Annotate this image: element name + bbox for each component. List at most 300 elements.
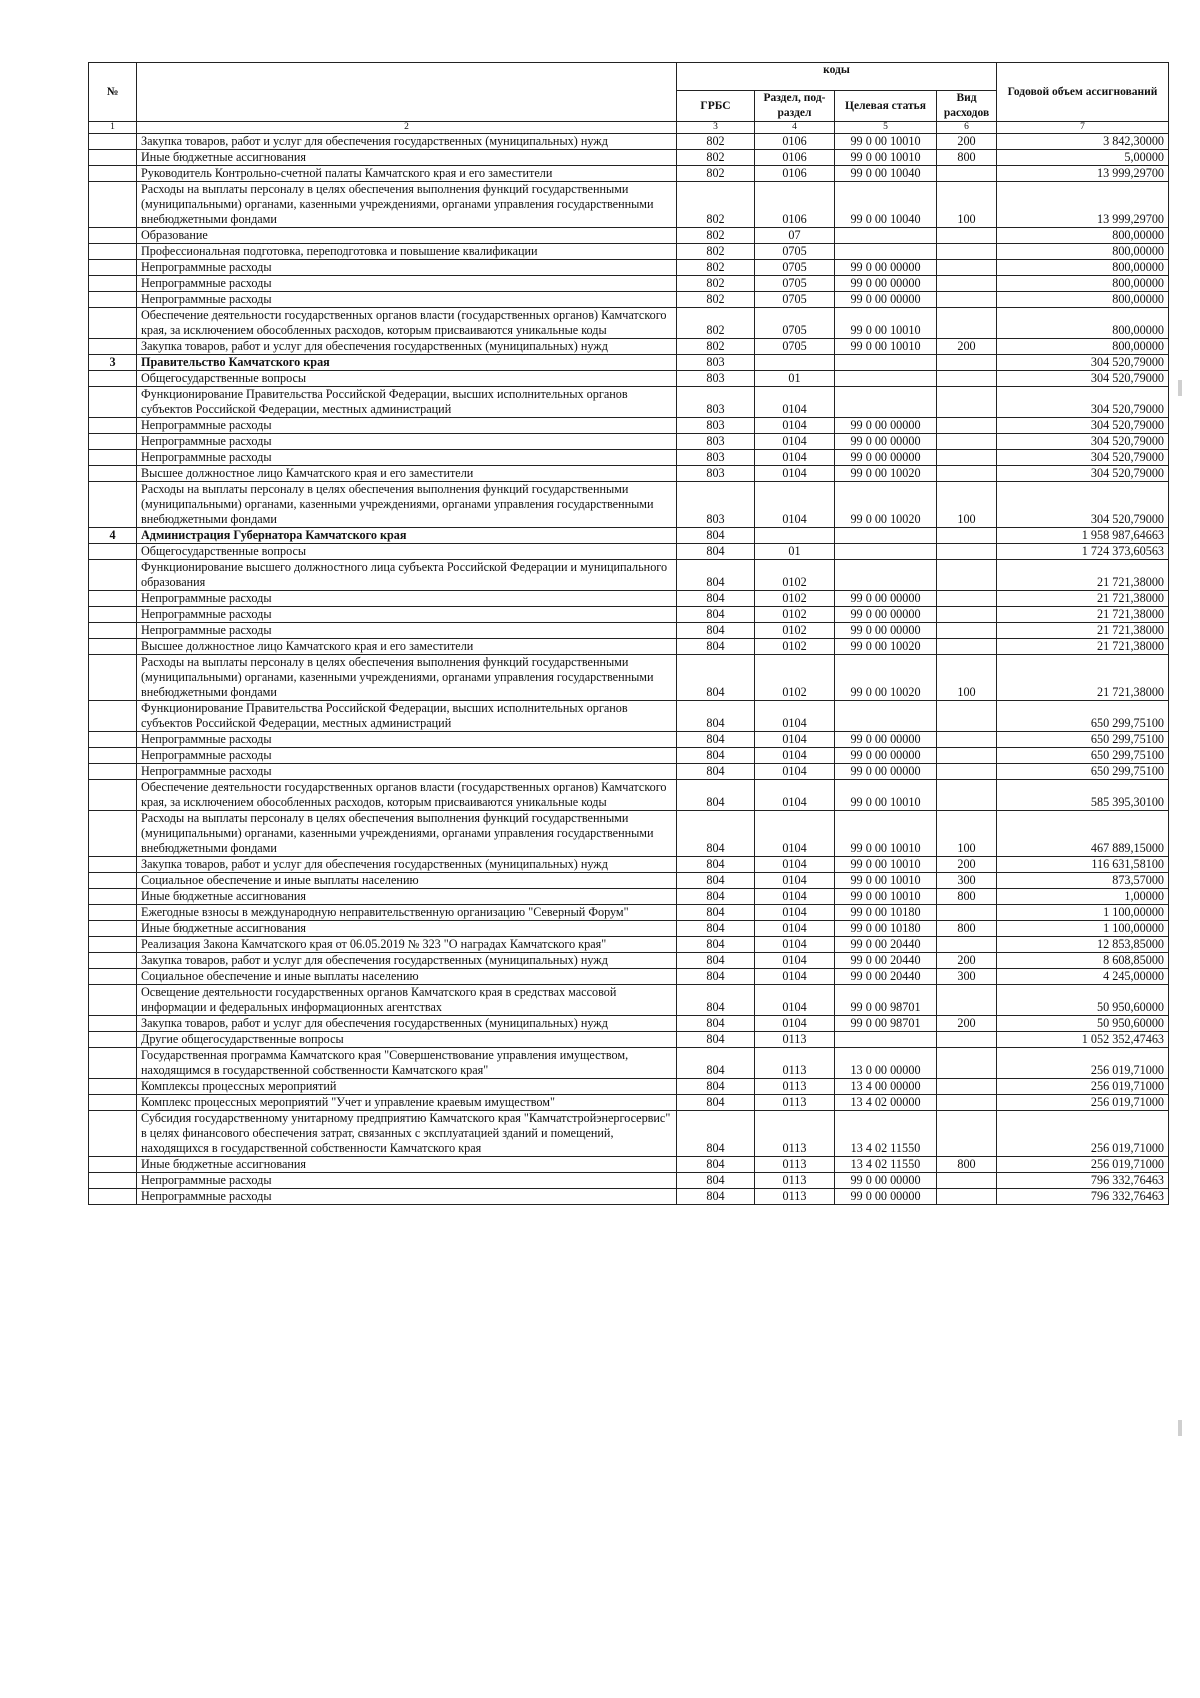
row-grbs: 804 — [677, 732, 755, 748]
column-index: 4 — [755, 122, 835, 134]
row-grbs: 804 — [677, 857, 755, 873]
row-kind — [937, 371, 997, 387]
table-row — [89, 276, 1169, 292]
row-grbs: 802 — [677, 339, 755, 355]
row-num — [89, 591, 137, 607]
row-kind: 200 — [937, 953, 997, 969]
table-row — [89, 371, 1169, 387]
row-grbs: 802 — [677, 166, 755, 182]
row-target: 99 0 00 20440 — [835, 937, 937, 953]
header-annual: Годовой объем ассигнований — [997, 63, 1169, 122]
row-name: Иные бюджетные ассигнования — [137, 921, 677, 937]
row-kind: 800 — [937, 1157, 997, 1173]
row-grbs: 803 — [677, 450, 755, 466]
row-grbs: 802 — [677, 260, 755, 276]
table-row — [89, 969, 1169, 985]
row-name: Образование — [137, 228, 677, 244]
table-row — [89, 607, 1169, 623]
row-name: Высшее должностное лицо Камчатского края и его заместители — [137, 466, 677, 482]
row-kind — [937, 623, 997, 639]
row-name: Непрограммные расходы — [137, 260, 677, 276]
row-name: Другие общегосударственные вопросы — [137, 1032, 677, 1048]
row-kind: 100 — [937, 182, 997, 228]
header-target: Целевая статья — [835, 91, 937, 122]
table-row — [89, 857, 1169, 873]
row-num — [89, 450, 137, 466]
row-sum: 304 520,79000 — [997, 355, 1169, 371]
row-num — [89, 150, 137, 166]
row-kind — [937, 607, 997, 623]
row-sum: 4 245,00000 — [997, 969, 1169, 985]
table-row — [89, 482, 1169, 528]
row-grbs: 804 — [677, 655, 755, 701]
row-grbs: 804 — [677, 748, 755, 764]
row-num: 3 — [89, 355, 137, 371]
row-sum: 21 721,38000 — [997, 560, 1169, 591]
row-num — [89, 905, 137, 921]
row-sum: 304 520,79000 — [997, 418, 1169, 434]
row-kind — [937, 228, 997, 244]
budget-table-page — [88, 62, 1168, 1205]
row-grbs: 802 — [677, 134, 755, 150]
row-num — [89, 1157, 137, 1173]
row-num — [89, 371, 137, 387]
header-kind: Вид расходов — [937, 91, 997, 122]
row-num — [89, 544, 137, 560]
row-target: 99 0 00 00000 — [835, 450, 937, 466]
row-target: 99 0 00 10040 — [835, 166, 937, 182]
row-sum: 256 019,71000 — [997, 1111, 1169, 1157]
row-section: 0106 — [755, 134, 835, 150]
row-section: 0113 — [755, 1032, 835, 1048]
row-name: Иные бюджетные ассигнования — [137, 150, 677, 166]
row-name: Закупка товаров, работ и услуг для обеспечения государственных (муниципальных) нужд — [137, 339, 677, 355]
row-name: Непрограммные расходы — [137, 1189, 677, 1205]
row-num — [89, 228, 137, 244]
row-section: 0113 — [755, 1189, 835, 1205]
row-num — [89, 873, 137, 889]
row-sum: 796 332,76463 — [997, 1173, 1169, 1189]
row-kind — [937, 985, 997, 1016]
row-kind — [937, 418, 997, 434]
row-num — [89, 308, 137, 339]
table-row — [89, 1048, 1169, 1079]
row-grbs: 802 — [677, 182, 755, 228]
row-section: 0104 — [755, 466, 835, 482]
row-section: 07 — [755, 228, 835, 244]
row-num — [89, 1016, 137, 1032]
row-sum: 256 019,71000 — [997, 1095, 1169, 1111]
row-section: 0104 — [755, 921, 835, 937]
row-grbs: 804 — [677, 905, 755, 921]
table-row — [89, 1016, 1169, 1032]
row-num — [89, 387, 137, 418]
column-index: 6 — [937, 122, 997, 134]
row-target: 99 0 00 10010 — [835, 308, 937, 339]
row-target: 99 0 00 00000 — [835, 276, 937, 292]
row-section: 0102 — [755, 591, 835, 607]
row-kind: 200 — [937, 339, 997, 355]
row-num — [89, 921, 137, 937]
row-name: Руководитель Контрольно-счетной палаты Камчатского края и его заместители — [137, 166, 677, 182]
header-codes: коды — [677, 63, 997, 91]
row-sum: 13 999,29700 — [997, 166, 1169, 182]
row-sum: 50 950,60000 — [997, 985, 1169, 1016]
table-row — [89, 387, 1169, 418]
row-grbs: 804 — [677, 780, 755, 811]
row-num — [89, 1048, 137, 1079]
row-name: Закупка товаров, работ и услуг для обеспечения государственных (муниципальных) нужд — [137, 857, 677, 873]
row-kind: 100 — [937, 655, 997, 701]
row-section — [755, 355, 835, 371]
row-sum: 1 724 373,60563 — [997, 544, 1169, 560]
row-sum: 50 950,60000 — [997, 1016, 1169, 1032]
row-kind — [937, 764, 997, 780]
row-target: 99 0 00 10020 — [835, 655, 937, 701]
row-target: 99 0 00 10040 — [835, 182, 937, 228]
row-num — [89, 1189, 137, 1205]
row-num — [89, 182, 137, 228]
row-name: Субсидия государственному унитарному предприятию Камчатского края "Камчатстройэнергосервис" в целях финансового обеспечения затрат, связанных с эксплуатацией зданий и помещений, находящихся в государственной собственности Камчатского края — [137, 1111, 677, 1157]
table-row — [89, 1032, 1169, 1048]
row-kind: 800 — [937, 921, 997, 937]
row-num — [89, 857, 137, 873]
row-target: 99 0 00 10180 — [835, 921, 937, 937]
row-target: 99 0 00 00000 — [835, 1173, 937, 1189]
table-row — [89, 748, 1169, 764]
table-row — [89, 732, 1169, 748]
row-kind — [937, 450, 997, 466]
row-sum: 13 999,29700 — [997, 182, 1169, 228]
row-section: 0113 — [755, 1173, 835, 1189]
row-section: 0102 — [755, 623, 835, 639]
row-kind — [937, 276, 997, 292]
row-grbs: 804 — [677, 921, 755, 937]
row-sum: 5,00000 — [997, 150, 1169, 166]
row-num — [89, 1079, 137, 1095]
row-num — [89, 764, 137, 780]
row-grbs: 802 — [677, 292, 755, 308]
row-target: 99 0 00 10010 — [835, 339, 937, 355]
row-sum: 304 520,79000 — [997, 482, 1169, 528]
row-kind — [937, 1079, 997, 1095]
header-name-blank — [137, 63, 677, 122]
row-grbs: 803 — [677, 418, 755, 434]
row-target — [835, 1032, 937, 1048]
row-num — [89, 780, 137, 811]
row-section: 0104 — [755, 732, 835, 748]
row-target: 13 4 02 00000 — [835, 1095, 937, 1111]
row-kind — [937, 244, 997, 260]
table-row — [89, 166, 1169, 182]
row-section: 0104 — [755, 953, 835, 969]
row-target — [835, 228, 937, 244]
row-name: Правительство Камчатского края — [137, 355, 677, 371]
row-target: 99 0 00 10010 — [835, 889, 937, 905]
row-grbs: 804 — [677, 701, 755, 732]
column-index: 5 — [835, 122, 937, 134]
row-num — [89, 339, 137, 355]
table-row — [89, 418, 1169, 434]
row-grbs: 804 — [677, 811, 755, 857]
table-row — [89, 528, 1169, 544]
table-row — [89, 560, 1169, 591]
row-sum: 3 842,30000 — [997, 134, 1169, 150]
row-kind — [937, 387, 997, 418]
row-grbs: 804 — [677, 969, 755, 985]
row-grbs: 804 — [677, 873, 755, 889]
row-name: Иные бюджетные ассигнования — [137, 1157, 677, 1173]
row-section: 0104 — [755, 780, 835, 811]
row-name: Закупка товаров, работ и услуг для обеспечения государственных (муниципальных) нужд — [137, 134, 677, 150]
table-row — [89, 811, 1169, 857]
row-target: 99 0 00 00000 — [835, 418, 937, 434]
row-kind — [937, 292, 997, 308]
row-name: Расходы на выплаты персоналу в целях обеспечения выполнения функций государственными (муниципальными) органами, казенными учреждениями, органами управления государственными внебюджетными фондами — [137, 182, 677, 228]
row-name: Непрограммные расходы — [137, 434, 677, 450]
header-grbs: ГРБС — [677, 91, 755, 122]
row-name: Непрограммные расходы — [137, 764, 677, 780]
table-row — [89, 889, 1169, 905]
row-sum: 1 052 352,47463 — [997, 1032, 1169, 1048]
row-name: Непрограммные расходы — [137, 732, 677, 748]
table-row — [89, 182, 1169, 228]
row-sum: 1,00000 — [997, 889, 1169, 905]
row-section: 0113 — [755, 1079, 835, 1095]
row-num: 4 — [89, 528, 137, 544]
row-grbs: 804 — [677, 937, 755, 953]
table-row — [89, 244, 1169, 260]
row-section: 0705 — [755, 244, 835, 260]
row-grbs: 804 — [677, 953, 755, 969]
row-grbs: 804 — [677, 544, 755, 560]
table-row — [89, 985, 1169, 1016]
row-section: 0106 — [755, 182, 835, 228]
row-kind: 300 — [937, 873, 997, 889]
row-name: Профессиональная подготовка, переподготовка и повышение квалификации — [137, 244, 677, 260]
row-section: 0104 — [755, 969, 835, 985]
row-kind: 200 — [937, 857, 997, 873]
row-num — [89, 418, 137, 434]
table-row — [89, 873, 1169, 889]
table-row — [89, 1173, 1169, 1189]
table-row — [89, 701, 1169, 732]
row-num — [89, 623, 137, 639]
row-num — [89, 889, 137, 905]
row-grbs: 803 — [677, 387, 755, 418]
row-name: Администрация Губернатора Камчатского края — [137, 528, 677, 544]
row-sum: 800,00000 — [997, 228, 1169, 244]
row-grbs: 802 — [677, 276, 755, 292]
row-target: 99 0 00 10020 — [835, 482, 937, 528]
row-kind — [937, 748, 997, 764]
row-section: 0104 — [755, 482, 835, 528]
row-section: 0104 — [755, 764, 835, 780]
row-target: 99 0 00 20440 — [835, 969, 937, 985]
row-name: Расходы на выплаты персоналу в целях обеспечения выполнения функций государственными (муниципальными) органами, казенными учреждениями, органами управления государственными внебюджетными фондами — [137, 811, 677, 857]
row-target: 13 4 02 11550 — [835, 1157, 937, 1173]
row-section: 0705 — [755, 260, 835, 276]
row-section: 01 — [755, 371, 835, 387]
table-row — [89, 1189, 1169, 1205]
row-grbs: 804 — [677, 607, 755, 623]
row-section: 0102 — [755, 560, 835, 591]
column-index-row — [89, 122, 1169, 134]
row-sum: 256 019,71000 — [997, 1157, 1169, 1173]
row-kind — [937, 166, 997, 182]
row-num — [89, 969, 137, 985]
row-num — [89, 466, 137, 482]
row-kind — [937, 560, 997, 591]
scan-edge-mark — [1178, 1420, 1182, 1436]
row-section: 0104 — [755, 857, 835, 873]
row-name: Обеспечение деятельности государственных органов власти (государственных органов) Камчатского края, за исключением обособленных расходов, которым присваиваются уникальные коды — [137, 780, 677, 811]
table-header — [89, 63, 1169, 134]
row-grbs: 803 — [677, 482, 755, 528]
table-row — [89, 764, 1169, 780]
row-kind — [937, 434, 997, 450]
row-name: Функционирование высшего должностного лица субъекта Российской Федерации и муниципального образования — [137, 560, 677, 591]
row-target: 99 0 00 00000 — [835, 434, 937, 450]
row-num — [89, 985, 137, 1016]
header-num: № — [89, 63, 137, 122]
row-sum: 1 100,00000 — [997, 905, 1169, 921]
row-grbs: 804 — [677, 1189, 755, 1205]
row-sum: 12 853,85000 — [997, 937, 1169, 953]
row-name: Государственная программа Камчатского края "Совершенствование управления имуществом, находящимся в государственной собственности Камчатского края" — [137, 1048, 677, 1079]
row-grbs: 802 — [677, 228, 755, 244]
row-sum: 650 299,75100 — [997, 764, 1169, 780]
row-sum: 21 721,38000 — [997, 639, 1169, 655]
table-row — [89, 355, 1169, 371]
row-section: 0104 — [755, 387, 835, 418]
row-target — [835, 371, 937, 387]
table-row — [89, 921, 1169, 937]
row-grbs: 803 — [677, 355, 755, 371]
row-grbs: 804 — [677, 591, 755, 607]
row-kind — [937, 732, 997, 748]
table-row — [89, 937, 1169, 953]
row-sum: 21 721,38000 — [997, 623, 1169, 639]
row-name: Непрограммные расходы — [137, 607, 677, 623]
row-sum: 800,00000 — [997, 292, 1169, 308]
row-kind — [937, 1032, 997, 1048]
row-num — [89, 244, 137, 260]
scan-edge-mark — [1178, 380, 1182, 396]
row-kind: 200 — [937, 134, 997, 150]
row-target: 99 0 00 10010 — [835, 857, 937, 873]
table-row — [89, 591, 1169, 607]
row-name: Непрограммные расходы — [137, 748, 677, 764]
row-grbs: 804 — [677, 889, 755, 905]
table-row — [89, 466, 1169, 482]
row-sum: 304 520,79000 — [997, 371, 1169, 387]
row-target: 99 0 00 98701 — [835, 985, 937, 1016]
row-name: Комплекс процессных мероприятий "Учет и управление краевым имуществом" — [137, 1095, 677, 1111]
table-row — [89, 1111, 1169, 1157]
table-row — [89, 655, 1169, 701]
row-section: 0104 — [755, 811, 835, 857]
row-sum: 796 332,76463 — [997, 1189, 1169, 1205]
row-section: 0104 — [755, 418, 835, 434]
row-name: Реализация Закона Камчатского края от 06.05.2019 № 323 "О наградах Камчатского края" — [137, 937, 677, 953]
row-grbs: 802 — [677, 308, 755, 339]
row-target: 99 0 00 98701 — [835, 1016, 937, 1032]
row-name: Непрограммные расходы — [137, 292, 677, 308]
row-sum: 21 721,38000 — [997, 591, 1169, 607]
row-sum: 304 520,79000 — [997, 434, 1169, 450]
row-kind: 100 — [937, 811, 997, 857]
row-target — [835, 387, 937, 418]
row-target: 99 0 00 00000 — [835, 748, 937, 764]
row-sum: 304 520,79000 — [997, 387, 1169, 418]
row-target: 13 4 02 11550 — [835, 1111, 937, 1157]
row-num — [89, 607, 137, 623]
row-target: 99 0 00 10180 — [835, 905, 937, 921]
row-sum: 304 520,79000 — [997, 450, 1169, 466]
row-grbs: 804 — [677, 1048, 755, 1079]
row-name: Функционирование Правительства Российской Федерации, высших исполнительных органов субъектов Российской Федерации, местных администраций — [137, 701, 677, 732]
row-section: 0104 — [755, 985, 835, 1016]
row-num — [89, 811, 137, 857]
row-section: 0104 — [755, 701, 835, 732]
row-section: 0106 — [755, 166, 835, 182]
row-grbs: 803 — [677, 434, 755, 450]
row-name: Непрограммные расходы — [137, 450, 677, 466]
row-section: 0106 — [755, 150, 835, 166]
row-target: 99 0 00 00000 — [835, 607, 937, 623]
column-index: 1 — [89, 122, 137, 134]
row-sum: 256 019,71000 — [997, 1048, 1169, 1079]
row-name: Социальное обеспечение и иные выплаты населению — [137, 969, 677, 985]
row-num — [89, 748, 137, 764]
row-kind — [937, 528, 997, 544]
row-grbs: 804 — [677, 1032, 755, 1048]
row-target: 13 4 00 00000 — [835, 1079, 937, 1095]
row-sum: 1 100,00000 — [997, 921, 1169, 937]
table-row — [89, 228, 1169, 244]
row-num — [89, 1111, 137, 1157]
row-num — [89, 260, 137, 276]
row-name: Общегосударственные вопросы — [137, 371, 677, 387]
table-row — [89, 308, 1169, 339]
row-sum: 800,00000 — [997, 260, 1169, 276]
row-sum: 585 395,30100 — [997, 780, 1169, 811]
column-index: 2 — [137, 122, 677, 134]
row-num — [89, 1095, 137, 1111]
row-name: Комплексы процессных мероприятий — [137, 1079, 677, 1095]
row-section: 0104 — [755, 889, 835, 905]
row-num — [89, 134, 137, 150]
row-grbs: 804 — [677, 1095, 755, 1111]
row-section: 0104 — [755, 450, 835, 466]
row-section: 0102 — [755, 639, 835, 655]
row-num — [89, 482, 137, 528]
row-sum: 8 608,85000 — [997, 953, 1169, 969]
table-row — [89, 434, 1169, 450]
row-section: 0705 — [755, 292, 835, 308]
row-kind — [937, 1173, 997, 1189]
row-sum: 800,00000 — [997, 339, 1169, 355]
row-kind: 100 — [937, 482, 997, 528]
column-index: 7 — [997, 122, 1169, 134]
row-num — [89, 166, 137, 182]
row-section: 0113 — [755, 1157, 835, 1173]
row-grbs: 804 — [677, 1157, 755, 1173]
row-name: Непрограммные расходы — [137, 591, 677, 607]
row-target: 99 0 00 10010 — [835, 150, 937, 166]
row-num — [89, 434, 137, 450]
